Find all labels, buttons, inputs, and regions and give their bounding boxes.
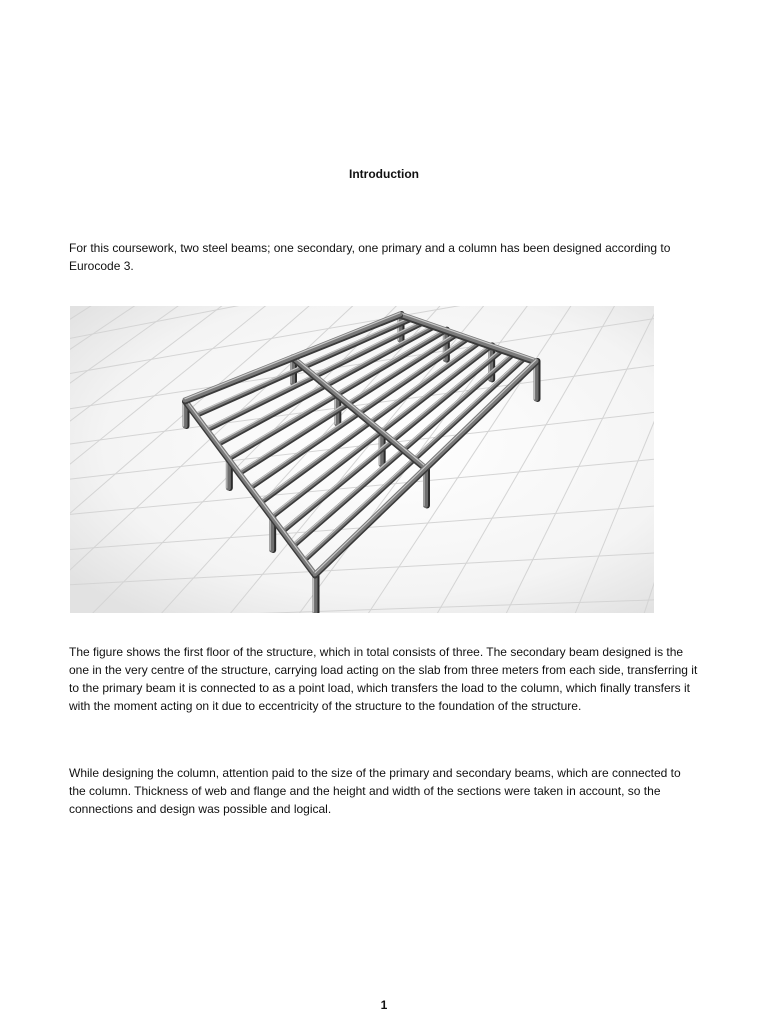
intro-paragraph: For this coursework, two steel beams; one secondary, one primary and a column has been designed according to Eurocode 3. xyxy=(69,241,671,273)
page-number: 1 xyxy=(380,998,388,1012)
column-design-paragraph: While designing the column, attention paid to the size of the primary and secondary beams, which are connected to the column. Thickness of web and flange and the height and width of the sections were taken in account, so the connections and design was possible and logical. xyxy=(69,766,681,816)
page-title: Introduction xyxy=(349,167,419,181)
steel-frame-figure xyxy=(70,306,654,613)
figure-description-paragraph: The figure shows the first floor of the structure, which in total consists of three. The secondary beam designed is the one in the very centre of the structure, carrying load acting on the slab from three meters from each side, transferring it to the primary beam it is connected to as a point load, which transfers the load to the column, which finally transfers it with the moment acting on it due to eccentricity of the structure to the foundation of the structure. xyxy=(69,645,698,713)
